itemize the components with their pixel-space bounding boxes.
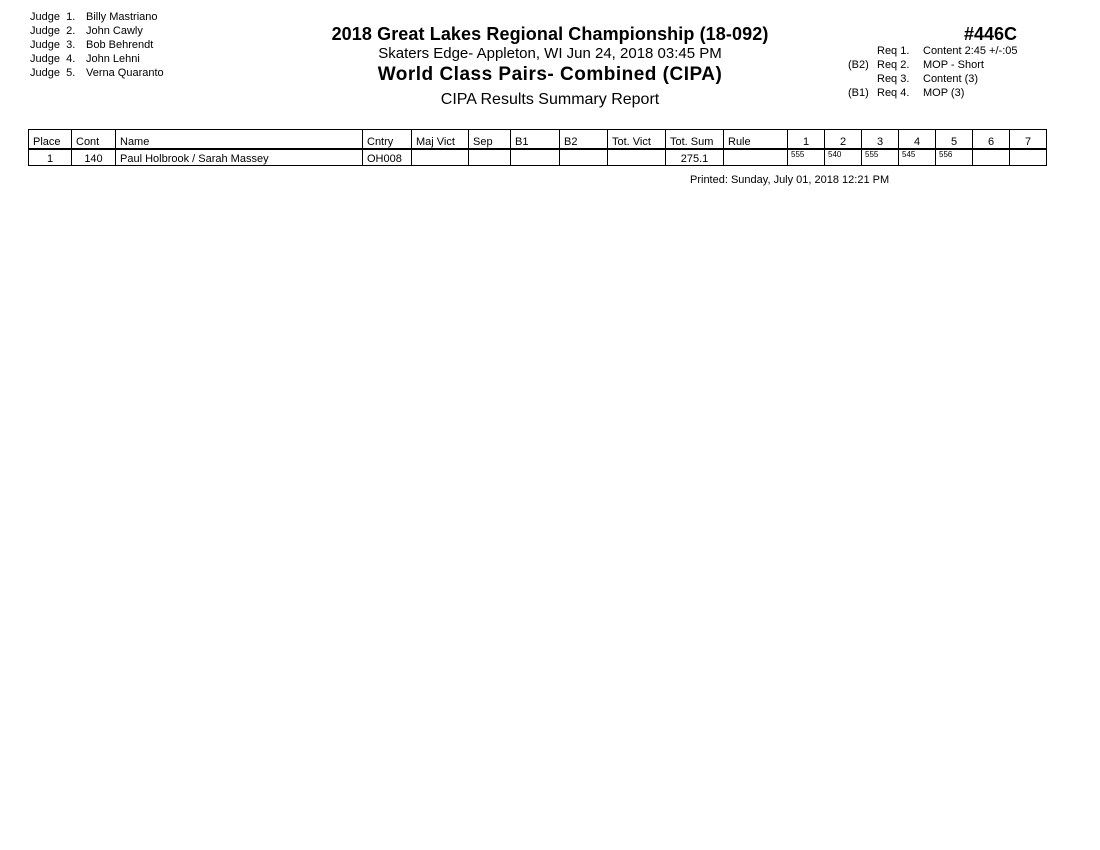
cell-cont: 140 bbox=[72, 149, 116, 166]
requirement-code: (B2) bbox=[848, 59, 869, 71]
cell-judge-1: 555 bbox=[788, 149, 825, 166]
cell-judge-4: 545 bbox=[899, 149, 936, 166]
column-header-tot-sum: Tot. Sum bbox=[666, 130, 724, 150]
requirement-label: Req 1. bbox=[877, 45, 910, 57]
requirement-label: Req 3. bbox=[877, 73, 910, 85]
column-header-b2: B2 bbox=[560, 130, 608, 150]
requirement-code bbox=[840, 44, 877, 58]
cell-maj-vict bbox=[412, 149, 469, 166]
results-table bbox=[28, 129, 1047, 166]
column-header-cont: Cont bbox=[72, 130, 116, 150]
column-header-judge-1: 1 bbox=[788, 130, 825, 150]
judge-number: 5. bbox=[66, 67, 76, 79]
requirement-text: Content 2:45 +/-:05 bbox=[923, 45, 1018, 57]
judge-row bbox=[30, 66, 164, 80]
column-header-place: Place bbox=[29, 130, 72, 150]
cell-judge-7 bbox=[1010, 149, 1047, 166]
requirement-code: (B1) bbox=[848, 87, 869, 99]
column-header-name: Name bbox=[116, 130, 363, 150]
judge-row bbox=[30, 52, 164, 66]
column-header-judge-4: 4 bbox=[899, 130, 936, 150]
requirement-row bbox=[840, 72, 1017, 86]
cell-judge-5: 556 bbox=[936, 149, 973, 166]
column-header-sep: Sep bbox=[469, 130, 511, 150]
judge-name: Billy Mastriano bbox=[86, 11, 158, 23]
requirements-list bbox=[840, 44, 1017, 100]
column-header-b1: B1 bbox=[511, 130, 560, 150]
cell-b1 bbox=[511, 149, 560, 166]
judge-number: 4. bbox=[66, 53, 76, 65]
column-header-judge-5: 5 bbox=[936, 130, 973, 150]
cell-judge-3: 555 bbox=[862, 149, 899, 166]
judge-label: Judge bbox=[30, 53, 60, 65]
cell-cntry: OH008 bbox=[363, 149, 412, 166]
column-header-rule: Rule bbox=[724, 130, 788, 150]
requirement-row bbox=[840, 86, 1017, 100]
cell-name: Paul Holbrook / Sarah Massey bbox=[116, 149, 363, 166]
cell-judge-2: 540 bbox=[825, 149, 862, 166]
judge-label: Judge bbox=[30, 11, 60, 23]
cell-sep bbox=[469, 149, 511, 166]
cell-judge-6 bbox=[973, 149, 1010, 166]
requirement-text: MOP - Short bbox=[923, 59, 984, 71]
cell-rule bbox=[724, 149, 788, 166]
requirement-row bbox=[840, 44, 1017, 58]
column-header-judge-3: 3 bbox=[862, 130, 899, 150]
judge-row bbox=[30, 10, 164, 24]
column-header-judge-7: 7 bbox=[1010, 130, 1047, 150]
judge-number: 2. bbox=[66, 25, 76, 37]
column-header-judge-6: 6 bbox=[973, 130, 1010, 150]
requirement-text: MOP (3) bbox=[923, 87, 965, 99]
column-header-tot-vict: Tot. Vict bbox=[608, 130, 666, 150]
judge-label: Judge bbox=[30, 25, 60, 37]
report-name: CIPA Results Summary Report bbox=[440, 91, 660, 108]
cell-tot-vict bbox=[608, 149, 666, 166]
judge-label: Judge bbox=[30, 39, 60, 51]
requirement-row bbox=[840, 58, 1017, 72]
printed-timestamp: Printed: Sunday, July 01, 2018 12:21 PM bbox=[690, 174, 890, 186]
judge-row bbox=[30, 38, 164, 52]
cell-place: 1 bbox=[29, 149, 72, 166]
table-row bbox=[29, 149, 1047, 166]
judge-name: Bob Behrendt bbox=[86, 39, 154, 51]
judge-name: Verna Quaranto bbox=[86, 67, 164, 79]
requirement-label: Req 4. bbox=[877, 87, 910, 99]
judge-row bbox=[30, 24, 164, 38]
competition-title: 2018 Great Lakes Regional Championship (18-092) bbox=[331, 24, 769, 44]
judge-number: 3. bbox=[66, 39, 76, 51]
cell-tot-sum: 275.1 bbox=[666, 149, 724, 166]
judge-name: John Lehni bbox=[86, 53, 140, 65]
requirement-label: Req 2. bbox=[877, 59, 910, 71]
column-header-maj-vict: Maj Vict bbox=[412, 130, 469, 150]
event-name: World Class Pairs- Combined (CIPA) bbox=[377, 64, 723, 85]
column-header-judge-2: 2 bbox=[825, 130, 862, 150]
judge-label: Judge bbox=[30, 67, 60, 79]
requirement-code bbox=[840, 72, 877, 86]
column-header-cntry: Cntry bbox=[363, 130, 412, 150]
judges-list bbox=[30, 10, 164, 80]
judge-number: 1. bbox=[66, 11, 76, 23]
table-header-row bbox=[29, 130, 1047, 150]
cell-b2 bbox=[560, 149, 608, 166]
venue-date: Skaters Edge- Appleton, WI Jun 24, 2018 03:45 PM bbox=[378, 45, 722, 62]
judge-name: John Cawly bbox=[86, 25, 143, 37]
event-number: #446C bbox=[964, 24, 1018, 44]
requirement-text: Content (3) bbox=[923, 73, 979, 85]
